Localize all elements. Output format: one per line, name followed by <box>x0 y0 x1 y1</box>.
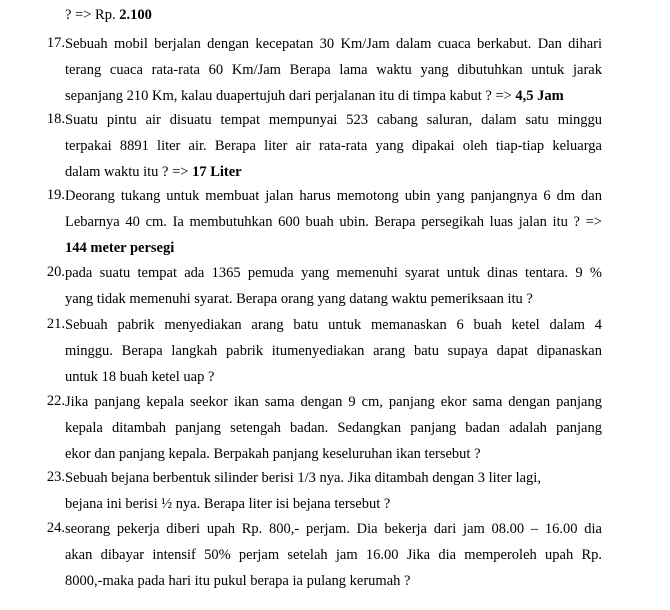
question-line: Sebuah mobil berjalan dengan kecepatan 30 Km/Jam dalam cuaca berkabut. Dan dihari <box>65 36 602 52</box>
question-line: Deorang tukang untuk membuat jalan harus memotong ubin yang panjangnya 6 dm dan <box>65 188 602 204</box>
question-text <box>65 184 602 261</box>
question-number: 22. <box>46 393 65 409</box>
question-line: Sebuah pabrik menyediakan arang batu untuk memanaskan 6 buah ketel dalam 4 <box>65 317 602 333</box>
question-number: 23. <box>46 469 65 485</box>
previous-answer-prefix: ? => Rp. <box>65 7 120 23</box>
question-line: 8000,-maka pada hari itu pukul berapa ia pulang kerumah ? <box>65 572 411 589</box>
question-line: Lebarnya 40 cm. Ia membutuhkan 600 buah ubin. Berapa persegikah luas jalan itu ? => <box>65 213 602 230</box>
question-number: 20. <box>46 264 65 280</box>
answer: 144 meter persegi <box>65 239 175 256</box>
question-line: dalam waktu itu ? => <box>65 163 193 180</box>
previous-answer-line <box>65 4 152 26</box>
question-line: terpakai 8891 liter air. Berapa liter air rata-rata yang dipakai oleh tiap-tiap keluarga <box>65 137 602 154</box>
question-line: bejana ini berisi ½ nya. Berapa liter isi bejana tersebut ? <box>65 495 391 512</box>
question-text <box>65 32 602 109</box>
question-number: 24. <box>46 520 65 536</box>
question-line: sepanjang 210 Km, kalau duapertujuh dari perjalanan itu di timpa kabut ? => <box>65 87 516 104</box>
previous-answer-value: 2.100 <box>119 7 152 23</box>
question-line-with-answer <box>65 84 602 110</box>
question-text <box>65 517 602 594</box>
question-line: kepala ditambah panjang setengah badan. Sedangkan panjang badan adalah panjang <box>65 419 602 436</box>
question-line: yang tidak memenuhi syarat. Berapa orang yang datang waktu pemeriksaan itu ? <box>65 290 533 307</box>
question-text <box>65 313 602 390</box>
question-line: Suatu pintu air disuatu tempat mempunyai 523 cabang saluran, dalam satu minggu <box>65 112 602 128</box>
question-line-with-answer <box>65 236 602 262</box>
question-line: pada suatu tempat ada 1365 pemuda yang memenuhi syarat untuk dinas tentara. 9 % <box>65 265 602 281</box>
question-line: akan dibayar intensif 50% perjam setelah jam 16.00 Jika dia memperoleh upah Rp. <box>65 546 602 563</box>
question-text <box>65 261 602 313</box>
question-number: 21. <box>46 316 65 332</box>
question-line: Sebuah bejana berbentuk silinder berisi 1/3 nya. Jika ditambah dengan 3 liter lagi, <box>65 470 541 486</box>
answer: 17 Liter <box>192 163 242 180</box>
question-number: 19. <box>46 187 65 203</box>
question-number: 17. <box>46 35 65 51</box>
question-number: 18. <box>46 111 65 127</box>
question-text <box>65 390 602 467</box>
question-text <box>65 466 602 518</box>
question-line-with-answer <box>65 160 602 186</box>
question-text <box>65 108 602 185</box>
question-line: seorang pekerja diberi upah Rp. 800,- perjam. Dia bekerja dari jam 08.00 – 16.00 dia <box>65 521 602 537</box>
question-line: untuk 18 buah ketel uap ? <box>65 368 215 385</box>
question-line: minggu. Berapa langkah pabrik itumenyediakan arang batu supaya dapat dipanaskan <box>65 342 602 359</box>
question-line: Jika panjang kepala seekor ikan sama dengan 9 cm, panjang ekor sama dengan panjang <box>65 394 602 410</box>
question-line: ekor dan panjang kepala. Berpakah panjang keseluruhan ikan tersebut ? <box>65 445 481 462</box>
question-line: terang cuaca rata-rata 60 Km/Jam Berapa lama waktu yang dibutuhkan untuk jarak <box>65 61 602 78</box>
answer: 4,5 Jam <box>515 87 564 104</box>
